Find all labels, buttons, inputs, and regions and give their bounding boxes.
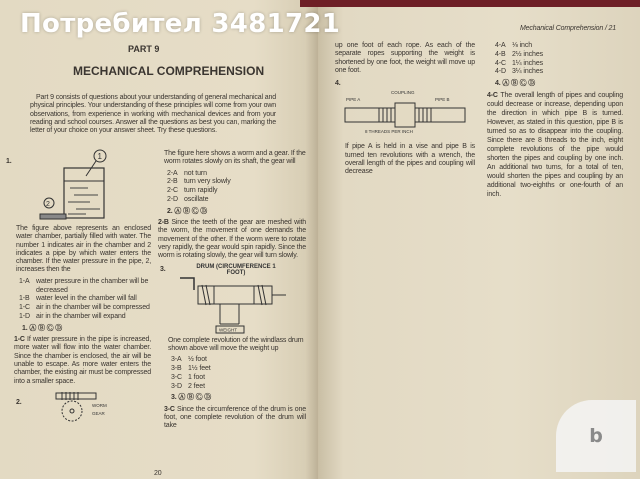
option-4a[interactable]: 4-A ⅛ inch xyxy=(495,42,533,49)
q1-options xyxy=(6,278,151,322)
option-1b[interactable]: 1-B water level in the chamber will fall xyxy=(19,295,137,303)
option-1c[interactable]: 1-C air in the chamber will be compressed xyxy=(19,304,150,312)
q4-explanation: 4-C The overall length of pipes and coupling could decrease or increase, depending upon the direction in which pipe B is turned. However, as stated in this question, pipe B is turned so as to disappear into the coupling. Since there are 8 threads to the inch, eight complete revolutions of the pipe would shorten the pipes and coupling by one inch. An additional two turns, for a total of ten, would shorten the pipes and coupling by an additional two-eighths or one-fourth of an inch. xyxy=(487,92,623,199)
watermark: Потребител 3481721 xyxy=(20,9,341,39)
q4-options xyxy=(487,42,623,77)
svg-text:PIPE A: PIPE A xyxy=(346,97,361,103)
book-cover-edge xyxy=(300,0,640,7)
q3-answer-row[interactable]: 3. Ⓐ Ⓑ Ⓒ Ⓓ xyxy=(171,394,212,402)
page-number-left: 20 xyxy=(154,470,162,477)
q2-explanation: 2-B Since the teeth of the gear are meshed with the worm, the movement of one demands the movement of the other. If the worm were to rotate very rapidly, the gear would spin rapidly. Since the worm is rotating slowly, the gear will turn slowly. xyxy=(158,219,307,260)
q1-text: The figure above represents an enclosed water chamber, partially filled with water. The number 1 indicates air in the chamber and 2 indicates a pipe by which water enters the chamber. If the water pressure in the pipe, 2, increases then the xyxy=(16,225,151,274)
q1-answer-row[interactable]: 1. Ⓐ Ⓑ Ⓒ Ⓓ xyxy=(22,324,63,332)
left-column-a xyxy=(6,148,151,431)
option-4b[interactable]: 4-B 2½ inches xyxy=(495,50,544,58)
right-column-b xyxy=(487,42,623,199)
q3-explanation: 3-C Since the circumference of the drum is one foot, one complete revolution of the drum will take xyxy=(164,405,307,430)
q3-figure-block xyxy=(158,264,306,334)
part-label: PART 9 xyxy=(128,44,160,54)
option-3a[interactable]: 3-A ½ foot xyxy=(171,356,207,364)
svg-text:WEIGHT: WEIGHT xyxy=(219,327,237,333)
svg-text:COUPLING: COUPLING xyxy=(391,90,415,96)
option-2d[interactable]: 2-D oscillate xyxy=(167,195,209,203)
option-2c[interactable]: 2-C turn rapidly xyxy=(167,187,218,195)
q4-text: If pipe A is held in a vise and pipe B is turned ten revolutions with a wrench, the overall length of the pipes and coupling will decrease xyxy=(345,143,475,176)
bazar-logo: b xyxy=(556,400,636,472)
windlass-drum-figure xyxy=(176,270,288,334)
continued-text: up one foot of each rope. As each of the separate ropes supporting the weight is shortened by one foot, the weight will move up one foot. xyxy=(335,42,475,74)
running-header: Mechanical Comprehension / 21 xyxy=(520,25,617,32)
q2-answer-row[interactable]: 2. Ⓐ Ⓑ Ⓒ Ⓓ xyxy=(167,207,208,215)
q1-figure-block xyxy=(6,148,151,222)
drum-label: DRUM (CIRCUMFERENCE 1 FOOT) xyxy=(196,263,276,277)
right-column-a xyxy=(335,42,475,177)
q1-explanation: 1-C If water pressure in the pipe is increased, more water will flow into the water chamber. Since the chamber is enclosed, the air will be unable to escape. As more water enters the chamber, the existing air must be compressed into a smaller space. xyxy=(14,336,152,385)
option-2a[interactable]: 2-A not turn xyxy=(167,169,207,177)
q3-number: 3. xyxy=(160,265,166,273)
q3-options xyxy=(158,356,306,391)
svg-text:WORM: WORM xyxy=(92,402,107,408)
option-1d[interactable]: 1-D air in the chamber will expand xyxy=(19,312,126,320)
option-2b[interactable]: 2-B turn very slowly xyxy=(167,178,231,186)
water-chamber-figure xyxy=(38,148,128,222)
page-title: MECHANICAL COMPREHENSION xyxy=(73,64,265,78)
q4-number: 4. xyxy=(335,80,341,88)
pipe-coupling-figure xyxy=(343,88,473,138)
label-2: 2 xyxy=(46,201,50,208)
q2-text: The figure here shows a worm and a gear. If the worm rotates slowly on its shaft, the gear will xyxy=(164,150,306,166)
q2-options xyxy=(158,170,306,205)
worm-gear-figure xyxy=(50,391,120,431)
option-4c[interactable]: 4-C 1¼ inches xyxy=(495,59,544,67)
left-column-b xyxy=(158,150,306,431)
option-3c[interactable]: 3-C 1 foot xyxy=(171,373,205,381)
intro-paragraph: Part 9 consists of questions about your understanding of general mechanical and physical principles. Your understanding of these principles will come from your own observations, from experience in working with mechanical devices and from your reading and school courses. Answer all the questions as best you can, marking the letter of your choice on your answer sheet. Try these questions. xyxy=(30,94,276,135)
q4-answer-row[interactable]: 4. Ⓐ Ⓑ Ⓒ Ⓓ xyxy=(495,80,536,88)
q2-figure-block xyxy=(6,391,151,431)
option-3b[interactable]: 3-B 1½ feet xyxy=(171,364,211,372)
svg-text:8 THREADS PER INCH: 8 THREADS PER INCH xyxy=(365,129,413,135)
svg-text:PIPE B: PIPE B xyxy=(435,97,450,103)
q2-number: 2. xyxy=(16,398,22,406)
q3-text: One complete revolution of the windlass drum shown above will move the weight up xyxy=(168,336,304,352)
svg-text:GEAR: GEAR xyxy=(92,410,105,416)
label-1: 1 xyxy=(97,152,102,161)
option-4d[interactable]: 4-D 3¼ inches xyxy=(495,68,544,76)
option-1a[interactable]: 1-A water pressure in the chamber will be decreased xyxy=(19,277,149,294)
option-3d[interactable]: 3-D 2 feet xyxy=(171,382,205,390)
q1-number: 1. xyxy=(6,158,12,165)
